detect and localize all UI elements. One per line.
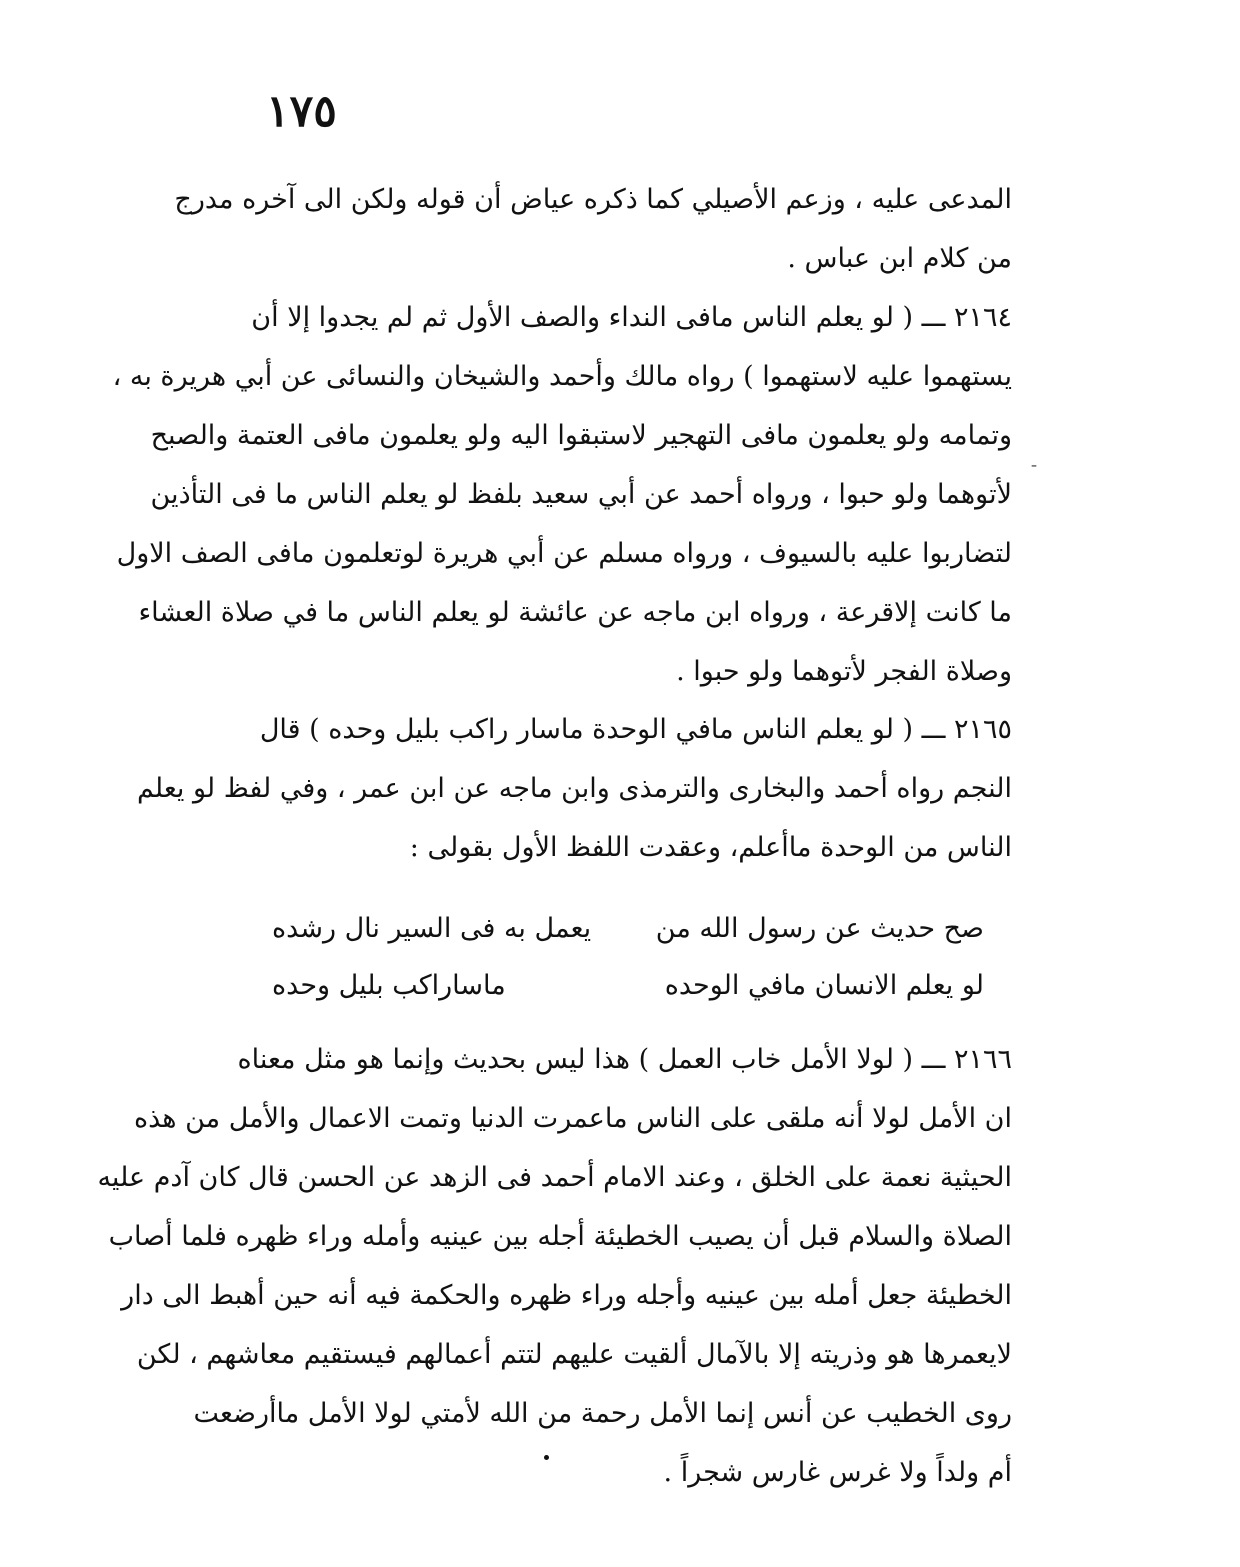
text-line: روى الخطيب عن أنس إنما الأمل رحمة من الله لأمتي لولا الأمل ماأرضعت (193, 1398, 1012, 1429)
scan-dot (544, 1455, 549, 1460)
paragraph-hadith-2166 (97, 1030, 1012, 1502)
text-line: ٢١٦٤ ـــ ( لو يعلم الناس مافى النداء والصف الأول ثم لم يجدوا إلا أن (251, 302, 1012, 333)
paragraph-hadith-2164 (112, 288, 1012, 701)
verse-first-hemistich: لو يعلم الانسان مافي الوحده (664, 970, 984, 1001)
text-line: لتضاربوا عليه بالسيوف ، ورواه مسلم عن أبي هريرة لوتعلمون مافى الصف الاول (116, 538, 1012, 569)
paragraph-hadith-2165 (136, 700, 1012, 877)
poem-verse (272, 900, 984, 1014)
text-line: وصلاة الفجر لأتوهما ولو حبوا . (676, 656, 1012, 687)
text-line: الناس من الوحدة ماأعلم، وعقدت اللفظ الأول بقولى : (409, 832, 1012, 863)
text-line: أم ولداً ولا غرس غارس شجراً . (663, 1457, 1012, 1488)
page-number: ١٧٥ (266, 86, 337, 137)
text-line: يستهموا عليه لاستهموا ) رواه مالك وأحمد والشيخان والنسائى عن أبي هريرة به ، (112, 361, 1012, 392)
text-line: ما كانت إلاقرعة ، ورواه ابن ماجه عن عائشة لو يعلم الناس ما في صلاة العشاء (138, 597, 1012, 628)
text-line: المدعى عليه ، وزعم الأصيلي كما ذكره عياض أن قوله ولكن الى آخره مدرج (174, 184, 1012, 215)
verse-second-hemistich: ماساراكب بليل وحده (272, 970, 506, 1001)
text-line: من كلام ابن عباس . (787, 243, 1012, 274)
verse-line (272, 900, 984, 957)
paragraph-continuation (174, 170, 1012, 288)
text-line: الحيثية نعمة على الخلق ، وعند الامام أحمد فى الزهد عن الحسن قال كان آدم عليه (97, 1162, 1012, 1193)
verse-second-hemistich: يعمل به فى السير نال رشده (272, 913, 592, 944)
text-line: وتمامه ولو يعلمون مافى التهجير لاستبقوا اليه ولو يعلمون مافى العتمة والصبح (150, 420, 1012, 451)
text-line: لايعمرها هو وذريته إلا بالآمال ألقيت عليهم لتتم أعمالهم فيستقيم معاشهم ، لكن (136, 1339, 1012, 1370)
verse-line (272, 957, 984, 1014)
text-line: النجم رواه أحمد والبخارى والترمذى وابن ماجه عن ابن عمر ، وفي لفظ لو يعلم (136, 773, 1012, 804)
scan-mark: ˉ (1030, 462, 1038, 481)
text-line: ٢١٦٥ ـــ ( لو يعلم الناس مافي الوحدة ماسار راكب بليل وحده ) قال (259, 714, 1012, 745)
text-line: لأتوهما ولو حبوا ، ورواه أحمد عن أبي سعيد بلفظ لو يعلم الناس ما فى التأذين (150, 479, 1012, 510)
text-line: ٢١٦٦ ـــ ( لولا الأمل خاب العمل ) هذا ليس بحديث وإنما هو مثل معناه (237, 1044, 1012, 1075)
text-line: الخطيئة جعل أمله بين عينيه وأجله وراء ظهره والحكمة فيه أنه حين أهبط الى دار (121, 1280, 1012, 1311)
text-line: الصلاة والسلام قبل أن يصيب الخطيئة أجله بين عينيه وأمله وراء ظهره فلما أصاب (108, 1221, 1012, 1252)
text-line: ان الأمل لولا أنه ملقى على الناس ماعمرت الدنيا وتمت الاعمال والأمل من هذه (133, 1103, 1012, 1134)
verse-first-hemistich: صح حديث عن رسول الله من (655, 913, 984, 944)
